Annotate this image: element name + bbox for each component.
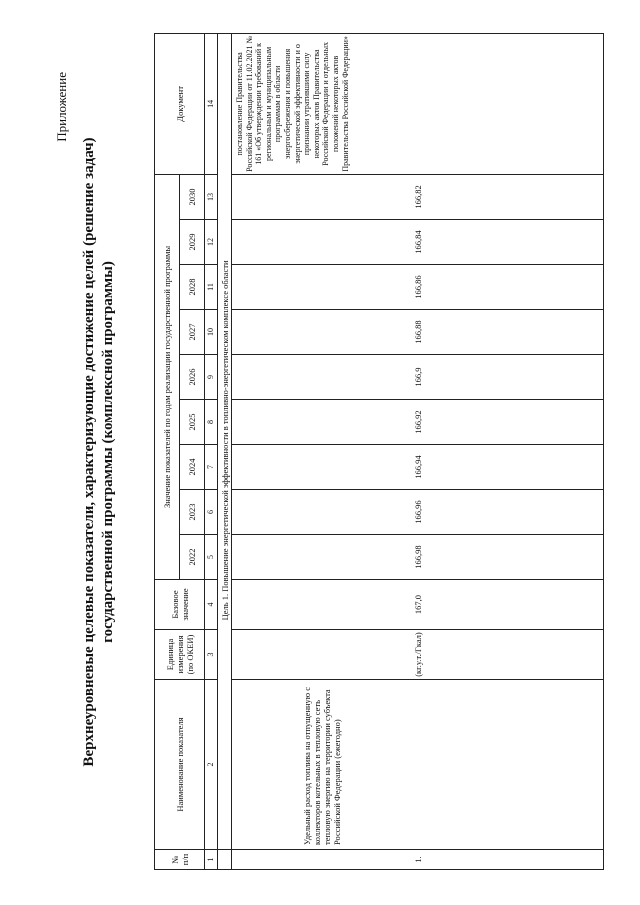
column-number: 13	[205, 174, 218, 219]
goal-row	[218, 33, 232, 869]
header-year: 2025	[180, 400, 205, 445]
column-number: 10	[205, 310, 218, 355]
indicators-table	[154, 33, 604, 870]
appendix-label: Приложение	[54, 72, 69, 142]
column-number: 2	[205, 680, 218, 850]
indicator-document: постановление Правительства Российской Федерации от 11.02.2021 № 161 «Об утверждении требований к региональным и муниципальным программам в области энергосбережения и повышения энергетической эффективности и о признании утратившими силу некоторых актов Правительства Российской Федерации и отдельных положений некоторых актов Правительства Российской Федерации»	[232, 33, 604, 174]
indicator-year-value: 166,98	[232, 535, 604, 580]
header-year: 2024	[180, 445, 205, 490]
header-year: 2028	[180, 265, 205, 310]
header-document: Документ	[155, 33, 205, 174]
header-unit: Единица измерения (по ОКЕИ)	[155, 630, 205, 680]
header-year: 2027	[180, 310, 205, 355]
indicator-year-value: 166,86	[232, 265, 604, 310]
indicator-year-value: 166,88	[232, 310, 604, 355]
column-number: 4	[205, 580, 218, 630]
column-number: 1	[205, 850, 218, 870]
indicator-name: Удельный расход топлива на отпущенную с коллекторов котельных в тепловую сеть тепловую энергию на территории субъекта Российской Федерации (ежегодно)	[232, 680, 604, 850]
column-number: 6	[205, 490, 218, 535]
header-year: 2029	[180, 220, 205, 265]
header-year: 2023	[180, 490, 205, 535]
indicator-year-value: 166,82	[232, 174, 604, 219]
header-base: Базовое значение	[155, 580, 205, 630]
column-number: 7	[205, 445, 218, 490]
column-number: 12	[205, 220, 218, 265]
indicator-year-value: 166,92	[232, 400, 604, 445]
column-number: 11	[205, 265, 218, 310]
header-name: Наименование показателя	[155, 680, 205, 850]
column-number: 9	[205, 355, 218, 400]
title-line-1: Верхнеуровневые целевые показатели, характеризующие достижение целей (решение задач)	[81, 137, 97, 767]
header-year: 2026	[180, 355, 205, 400]
indicator-year-value: 166,9	[232, 355, 604, 400]
column-numbers-row	[205, 33, 218, 869]
column-number: 5	[205, 535, 218, 580]
header-years-group: Значение показателей по годам реализации государственной программы	[155, 174, 180, 579]
column-number: 3	[205, 630, 218, 680]
indicator-year-value: 166,94	[232, 445, 604, 490]
header-year: 2022	[180, 535, 205, 580]
table-row	[232, 33, 604, 869]
goal-text: Цель 1. Повышение энергетической эффективности в топливно-энергетическом комплексе области	[218, 33, 232, 849]
header-year: 2030	[180, 174, 205, 219]
indicator-year-value: 166,84	[232, 220, 604, 265]
column-number: 8	[205, 400, 218, 445]
indicator-year-value: 166,96	[232, 490, 604, 535]
indicator-base-value: 167,0	[232, 580, 604, 630]
title-line-2: государственной программы (комплексной программы)	[100, 261, 116, 643]
row-number: 1.	[232, 850, 604, 870]
column-number: 14	[205, 33, 218, 174]
page-title	[80, 12, 118, 892]
rotated-page	[40, 12, 600, 892]
goal-spacer	[218, 850, 232, 870]
indicator-unit: (кг.у.т./Гкал)	[232, 630, 604, 680]
header-num: № п/п	[155, 850, 205, 870]
